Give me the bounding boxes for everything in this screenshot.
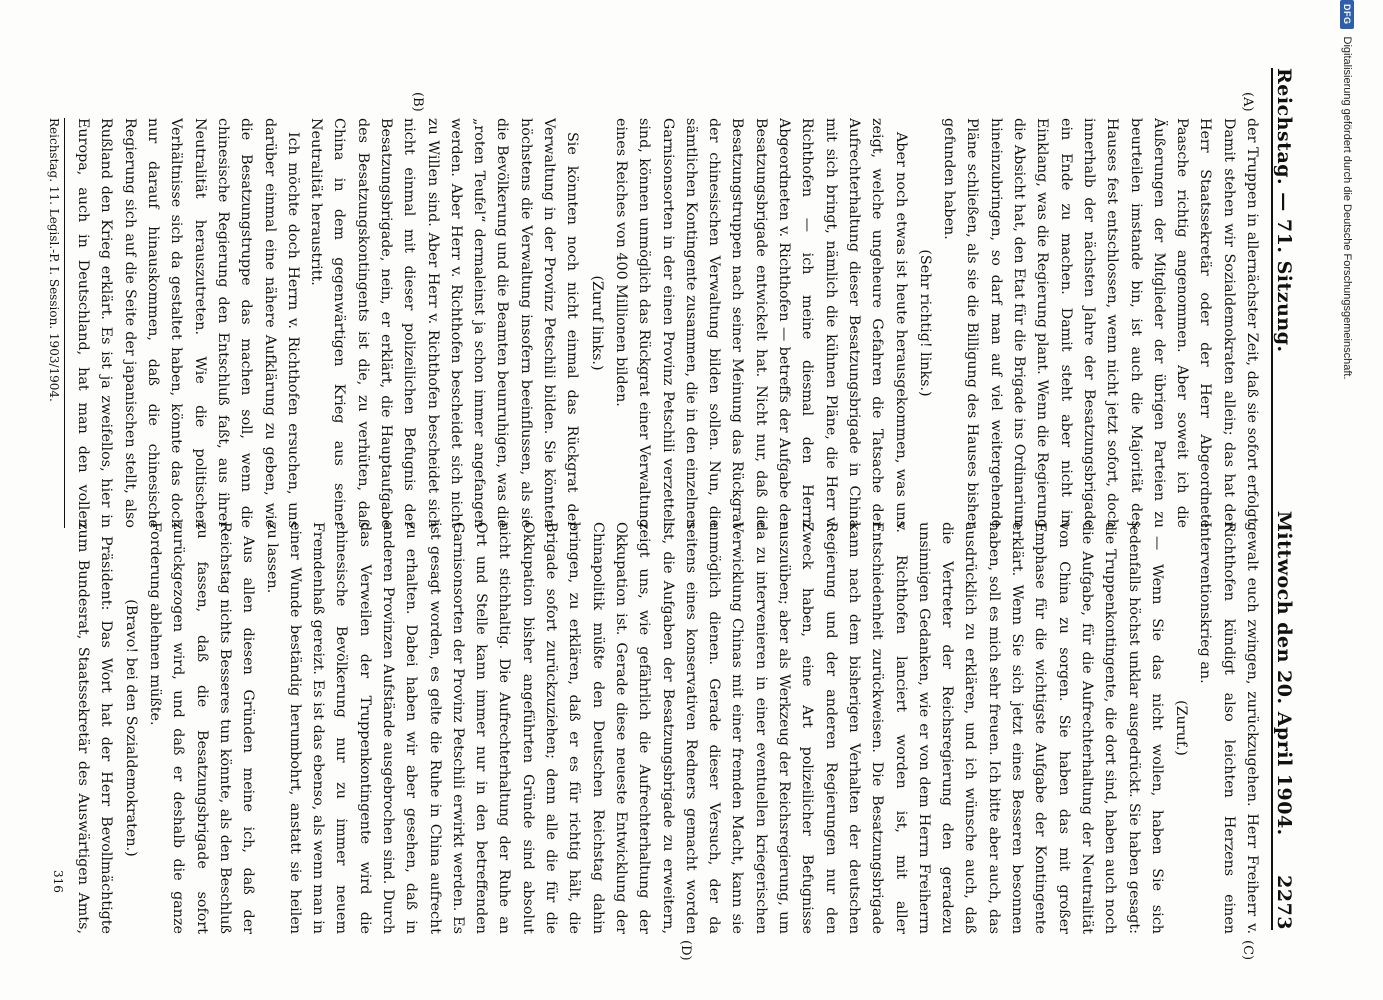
page-number: 2273 [1273,875,1295,931]
margin-marker-c: (C) [1240,940,1255,961]
header-date: Mittwoch den 20. April 1904. [1273,510,1295,836]
right-text-column [68,522,1263,934]
interjection: (Bravo! bei den Sozialdemokraten.) [122,599,139,857]
paragraph: gewalt euch zwingen, zurückzugehen. Herr Freiherr v. Richthofen kündigt also leichten Herzens einen Interventionskrieg an. [1197,522,1260,934]
president-paragraph: Präsident: Das Wort hat der Herr Bevollmächtigte zum Bundesrat, Staatssekretär des Auswärtigen Amts, [75,522,115,934]
digitization-notice-text: Digitalisierung gefördert durch die Deutsche Forschungsgemeinschaft. [1341,36,1353,380]
digitization-notice [1336,0,1358,1000]
header-session: Reichstag. — 71. Sitzung. [1273,68,1295,353]
interjection: (Sehr richtig! links.) [916,249,933,397]
margin-marker-a: (A) [1240,92,1255,112]
page-header [1271,68,1313,930]
footer-session-info: Reichstag. 11. Legisl.-P. I. Session. 1903/1904. [47,118,65,528]
footer-sheet-number: 316 [51,870,65,893]
margin-marker-d: (D) [678,940,693,961]
left-text-column [68,118,1263,528]
interjection: (Zuruf links.) [588,275,605,371]
paragraph: Aus allen diesen Gründen meine ich, daß der Reichstag nichts Besseres tun könnte, als den Beschluß zu fassen, daß die Besatzungsbrigade sofort zurückgezogen wird, und daß er deshalb die ganze Forderung ablehnen müßte. [147,522,257,934]
paragraph: Aber noch etwas ist heute herausgekommen, was uns zeigt, welche ungeheure Gefahren die Tatsache der Aufrechterhaltung dieser Besatzungsbrigade in China mit sich bringt, nämlich die kühnen Pläne, die Herr v. Richthofen — ich meine diesmal den Herrn Abgeordneten v. Richthofen — betreffs der Aufgabe der Besatzungsbrigade entwickelt hat. Nicht nur, daß die Besatzungstruppen nach seiner Meinung das Rückgrat der chinesischen Verwaltung bilden sollen. Nun, die sämtlichen Kontingente zusammen, die in den einzelnen Garnisonsorten in der einen Provinz Petschili verzettelt sind, können unmöglich das Rückgrat einer Verwaltung eines Reiches von 400 Millionen bilden. [612,118,909,528]
dfg-logo: DFG [1340,0,1354,29]
paragraph: der Truppen in allernächster Zeit, daß sie sofort erfolgt. Damit stehen wir Sozialdemokraten allein; das hat der Herr Staatssekretär oder der Herr Abgeordnete Paasche richtig angenommen. Aber soweit ich die Äußerungen der Mitglieder der übrigen Parteien zu beurteilen imstande bin, ist auch die Majorität des Hauses fest entschlossen, wenn nicht jetzt sofort, doch innerhalb der nächsten Jahre der Besatzungsbrigade ein Ende zu machen. Damit steht aber nicht im Einklang, was die Regierung plant. Wenn die Regierung die Absicht hat, den Etat für die Brigade ins Ordinarium hineinzubringen, so darf man auf viel weitergehende Pläne schließen, als sie die Billigung des Hauses bisher gefunden haben. [941,118,1260,528]
margin-marker-b: (B) [410,92,425,112]
paragraph: Ich möchte doch Herrn v. Richthofen ersuchen, uns darüber einmal eine nähere Aufklärung zu geben, wie die Besatzungstruppe das machen soll, wenn die chinesische Regierung den Entschluß faßt, aus ihrer Neutralität herauszutreten. Wie die politischen Verhältnisse sich da gestaltet haben, könnte das doch nur darauf hinauskommen, daß die chinesische Regierung sich auf die Seite der japanischen stellt, also Rußland den Krieg erklärt. Es ist ja zweifellos, hier in Europa, auch in Deutschland, hat man den vollen [75,118,301,528]
paragraph: — Wenn Sie das nicht wollen, haben Sie sich jedenfalls höchst unklar ausgedrückt. Sie haben gesagt: die Truppenkontingente, die dort sind, haben auch noch die Aufgabe, für die Aufrechterhaltung der Neutralität von China zu sorgen. Sie haben das mit großer Emphase für die wichtigste Aufgabe der Kontingente erklärt. Wenn Sie sich jetzt eines Besseren besonnen haben, soll es mich sehr freuen. Ich bitte aber auch, das ausdrücklich zu erklären, und ich wünsche auch, daß die Vertreter der Reichsregierung den geradezu unsinnigen Gedanken, wie er von dem Herrn Freiherrn v. Richthofen lanciert worden ist, mit aller Entschiedenheit zurückweisen. Die Besatzungsbrigade kann nach dem bisherigen Verhalten der deutschen Regierung und der anderen Regierungen nur den Zweck haben, eine Art polizeilicher Befugnisse auszuüben; aber als Werkzeug der Reichsregierung, um da zu intervenieren in einer eventuellen kriegerischen Verwicklung Chinas mit einer fremden Macht, kann sie unmöglich dienen. Gerade dieser Versuch, der da seitens eines konservativen Redners gemacht worden ist, die Aufgaben der Besatzungsbrigade zu erweitern, zeigt uns, wie gefährlich die Aufrechterhaltung der Okkupation ist. Gerade diese neueste Entwicklung der Chinapolitik müßte den Deutschen Reichstag dahin bringen, zu erklären, daß er es für richtig hält, die Brigade sofort zurückzuziehen; denn alle die für die Okkupation bisher angeführten Gründe sind absolut nicht stichhaltig. Die Aufrechterhaltung der Ruhe an Ort und Stelle kann immer nur in den betreffenden Garnisonsorten der Provinz Petschili erwirkt werden. Es ist gesagt worden, es gelte die Ruhe in China aufrecht zu erhalten. Dabei haben wir aber gesehen, daß in anderen Provinzen Aufstände ausgebrochen sind. Durch das Verweilen der Truppenkontingente wird die chinesische Bevölkerung nur zu immer neuem Fremdenhaß gereizt. Es ist das ebenso, als wenn man in einer Wunde beständig herumbohrt, anstatt sie heilen zu lassen. [263,522,1165,934]
paragraph: Sie könnten noch nicht einmal das Rückgrat der Verwaltung in der Provinz Petschili bilden. Sie könnten höchstens die Verwaltung insofern beeinflussen, als sie die Bevölkerung und die Beamten beunruhigen, was die „roten Teufel“ dermaleinst ja schon immer angefangen werden. Aber Herr v. Richthofen bescheidet sich nicht zu Willen sind. Aber Herr v. Richthofen bescheidet sich nicht einmal mit dieser polizeilichen Befugnis der Besatzungsbrigade, nein, er erklärt, die Hauptaufgabe des Besatzungskontingents ist die, zu verhüten, daß China in dem gegenwärtigen Krieg aus seiner Neutralität heraustritt. [308,118,581,528]
interjection: (Zuruf.) [1173,700,1190,756]
